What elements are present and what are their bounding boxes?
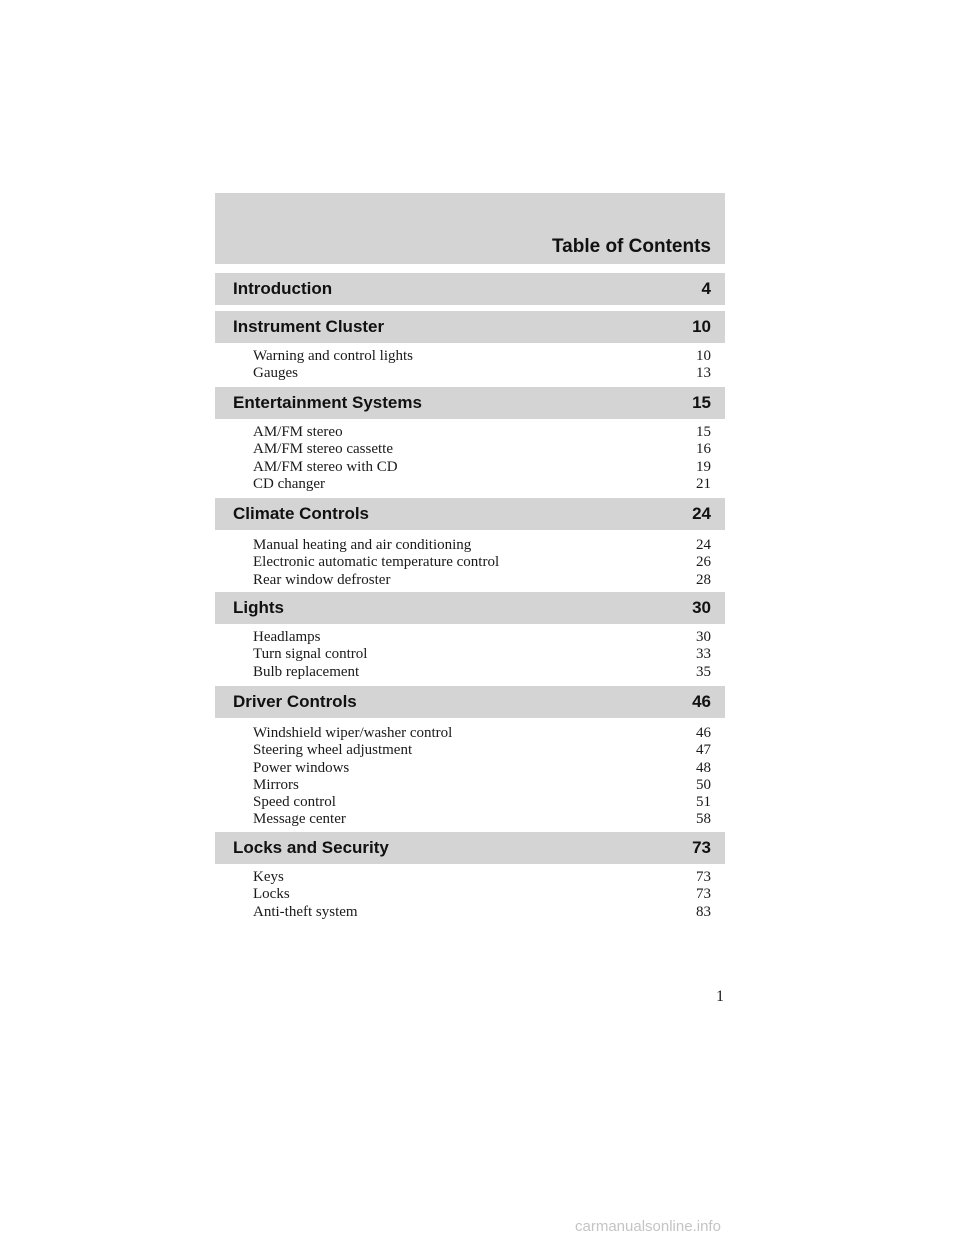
- entry-title: CD changer: [253, 475, 326, 492]
- section-title: Locks and Security: [233, 838, 389, 857]
- entry-title: Bulb replacement: [253, 663, 360, 680]
- entry-title: AM/FM stereo: [253, 424, 343, 440]
- section-page: 4: [701, 279, 711, 298]
- toc-entry[interactable]: [253, 760, 725, 777]
- toc-entry[interactable]: [253, 811, 725, 828]
- entry-page: 30: [696, 629, 711, 645]
- entry-list: [253, 424, 725, 493]
- toc-entry[interactable]: [253, 348, 725, 365]
- entry-page: 16: [696, 441, 711, 458]
- section-title: Introduction: [233, 279, 333, 298]
- section-page: 15: [692, 393, 711, 412]
- section-title: Instrument Cluster: [233, 317, 385, 336]
- entry-list: [253, 869, 725, 921]
- entry-page: 15: [696, 424, 711, 440]
- entry-page: 13: [696, 365, 711, 382]
- entry-title: AM/FM stereo with CD: [253, 458, 398, 475]
- section-climate-controls[interactable]: [215, 498, 725, 530]
- entry-title: AM/FM stereo cassette: [253, 441, 393, 458]
- toc-entry[interactable]: [253, 629, 725, 646]
- page-title: Table of Contents: [551, 236, 711, 257]
- entry-page: 46: [696, 725, 711, 741]
- entry-title: Power windows: [253, 759, 350, 776]
- entry-page: 35: [696, 663, 711, 680]
- entry-title: Rear window defroster: [253, 571, 391, 588]
- entry-page: 26: [696, 554, 711, 571]
- entry-page: 33: [696, 646, 711, 663]
- page-number: 1: [716, 988, 724, 1005]
- entry-title: Windshield wiper/washer control: [253, 725, 453, 741]
- entry-page: 58: [696, 811, 711, 828]
- toc-entry[interactable]: [253, 664, 725, 681]
- entry-page: 50: [696, 776, 711, 793]
- entry-title: Steering wheel adjustment: [253, 742, 413, 759]
- entry-title: Message center: [253, 811, 346, 828]
- section-page: 46: [692, 692, 711, 711]
- entry-page: 24: [696, 537, 711, 553]
- entry-list: [253, 348, 725, 383]
- entry-page: 21: [696, 475, 711, 492]
- toc-entry[interactable]: [253, 441, 725, 458]
- toc-entry[interactable]: [253, 476, 725, 493]
- entry-title: Headlamps: [253, 629, 321, 645]
- section-locks-and-security[interactable]: [215, 832, 725, 864]
- toc-entry[interactable]: [253, 904, 725, 921]
- section-introduction[interactable]: [215, 273, 725, 305]
- section-instrument-cluster[interactable]: [215, 311, 725, 343]
- section-entertainment-systems[interactable]: [215, 387, 725, 419]
- toc-entry[interactable]: [253, 886, 725, 903]
- entry-page: 73: [696, 869, 711, 885]
- entry-list: [253, 725, 725, 829]
- section-page: 73: [692, 838, 711, 857]
- entry-title: Anti-theft system: [253, 903, 358, 920]
- entry-title: Electronic automatic temperature control: [253, 554, 500, 571]
- toc-entry[interactable]: [253, 537, 725, 554]
- watermark: carmanualsonline.info: [575, 1218, 721, 1235]
- section-title: Entertainment Systems: [233, 393, 422, 412]
- entry-title: Mirrors: [253, 776, 299, 793]
- toc-entry[interactable]: [253, 725, 725, 742]
- entry-list: [253, 629, 725, 681]
- entry-title: Warning and control lights: [253, 348, 414, 364]
- entry-page: 51: [696, 794, 711, 811]
- section-title: Driver Controls: [233, 692, 357, 711]
- toc-entry[interactable]: [253, 646, 725, 663]
- entry-title: Speed control: [253, 794, 336, 811]
- section-title: Lights: [233, 598, 284, 617]
- section-title: Climate Controls: [233, 504, 370, 523]
- toc-entry[interactable]: [253, 554, 725, 571]
- toc-entry[interactable]: [253, 742, 725, 759]
- entry-page: 48: [696, 759, 711, 776]
- entry-page: 28: [696, 571, 711, 588]
- entry-page: 73: [696, 886, 711, 903]
- toc-entry[interactable]: [253, 777, 725, 794]
- entry-page: 47: [696, 742, 711, 759]
- toc-entry[interactable]: [253, 794, 725, 811]
- entry-title: Manual heating and air conditioning: [253, 537, 472, 553]
- entry-title: Locks: [253, 886, 290, 903]
- toc-entry[interactable]: [253, 424, 725, 441]
- toc-header: [215, 193, 725, 264]
- entry-title: Turn signal control: [253, 646, 368, 663]
- section-page: 10: [692, 317, 711, 336]
- section-lights[interactable]: [215, 592, 725, 624]
- entry-page: 19: [696, 458, 711, 475]
- entry-page: 10: [696, 348, 711, 364]
- toc-entry[interactable]: [253, 365, 725, 382]
- toc-entry[interactable]: [253, 459, 725, 476]
- section-page: 24: [692, 504, 711, 523]
- section-driver-controls[interactable]: [215, 686, 725, 718]
- toc-entry[interactable]: [253, 572, 725, 589]
- toc-entry[interactable]: [253, 869, 725, 886]
- entry-page: 83: [696, 903, 711, 920]
- entry-title: Keys: [253, 869, 284, 885]
- section-page: 30: [692, 598, 711, 617]
- entry-title: Gauges: [253, 365, 298, 382]
- entry-list: [253, 537, 725, 589]
